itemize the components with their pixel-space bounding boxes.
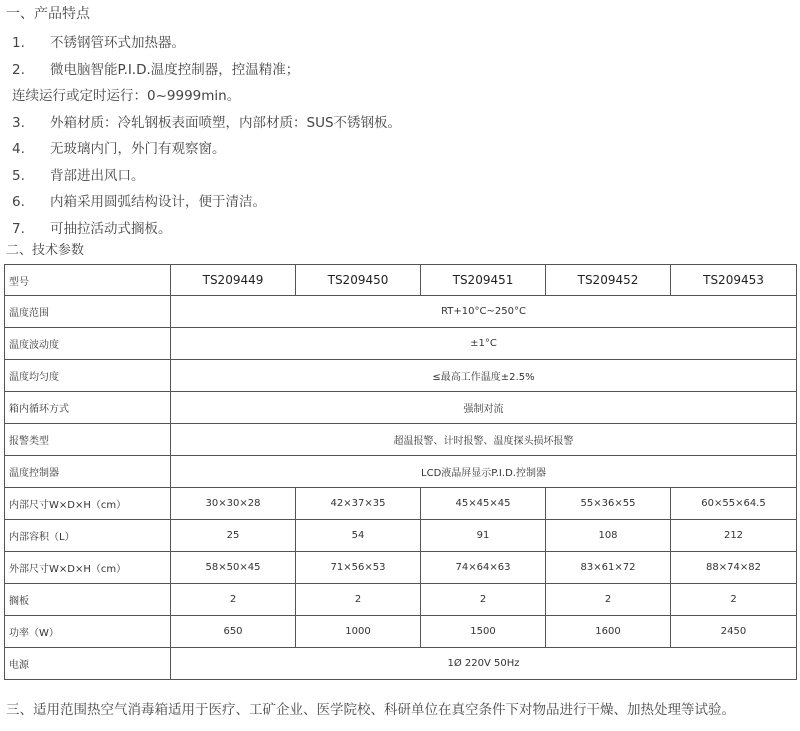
- cell-value: 88×74×82: [671, 552, 797, 584]
- cell-value: 71×56×53: [296, 552, 421, 584]
- feature-text: 背部进出风口。: [50, 167, 145, 184]
- table-row: [5, 296, 797, 328]
- cell-value: 108: [546, 520, 671, 552]
- table-row: [5, 520, 797, 552]
- cell-value: 42×37×35: [296, 488, 421, 520]
- model-header-cell: TS209450: [296, 265, 421, 296]
- cell-value: 54: [296, 520, 421, 552]
- feature-number: 5.: [12, 167, 25, 184]
- cell-value: 1000: [296, 616, 421, 648]
- cell-value: 74×64×63: [421, 552, 546, 584]
- row-label: 内部容积（L）: [5, 520, 171, 552]
- row-value: 1Ø 220V 50Hz: [171, 648, 797, 680]
- cell-value: 2: [671, 584, 797, 616]
- cell-value: 2: [296, 584, 421, 616]
- table-row: [5, 648, 797, 680]
- cell-value: 2: [421, 584, 546, 616]
- usage-paragraph: 三、适用范围热空气消毒箱适用于医疗、工矿企业、医学院校、科研单位在真空条件下对物品进行干燥、加热处理等试验。: [6, 702, 735, 718]
- table-row: [5, 488, 797, 520]
- cell-value: 2: [171, 584, 296, 616]
- cell-value: 212: [671, 520, 797, 552]
- cell-value: 650: [171, 616, 296, 648]
- feature-item-continuation: [0, 83, 800, 110]
- row-value: LCD液晶屏显示P.I.D.控制器: [171, 456, 797, 488]
- feature-item: [0, 30, 800, 57]
- cell-value: 45×45×45: [421, 488, 546, 520]
- row-value: ≤最高工作温度±2.5%: [171, 360, 797, 392]
- feature-item: [0, 216, 800, 243]
- model-header-cell: TS209449: [171, 265, 296, 296]
- feature-item: [0, 189, 800, 216]
- row-value: ±1°C: [171, 328, 797, 360]
- table-row: [5, 456, 797, 488]
- features-heading: 一、产品特点: [6, 6, 90, 22]
- table-row: [5, 328, 797, 360]
- model-header-cell: TS209453: [671, 265, 797, 296]
- row-label: 温度范围: [5, 296, 171, 328]
- row-label: 温度控制器: [5, 456, 171, 488]
- cell-value: 30×30×28: [171, 488, 296, 520]
- row-value: 强制对流: [171, 392, 797, 424]
- specs-heading: 二、技术参数: [6, 243, 85, 258]
- row-label: 功率（W）: [5, 616, 171, 648]
- row-label: 报警类型: [5, 424, 171, 456]
- feature-number: 3.: [12, 114, 25, 131]
- row-label: 内部尺寸W×D×H（cm）: [5, 488, 171, 520]
- feature-text: 不锈钢管环式加热器。: [50, 35, 185, 51]
- cell-value: 2: [546, 584, 671, 616]
- row-label: 温度波动度: [5, 328, 171, 360]
- cell-value: 55×36×55: [546, 488, 671, 520]
- table-row: [5, 424, 797, 456]
- feature-number: 7.: [12, 220, 25, 237]
- row-label: 电源: [5, 648, 171, 680]
- table-header-row: [5, 265, 797, 296]
- cell-value: 1500: [421, 616, 546, 648]
- table-row: [5, 616, 797, 648]
- feature-text: 微电脑智能P.I.D.温度控制器，控温精准；: [50, 61, 300, 78]
- feature-text: 内箱采用圆弧结构设计，便于清洁。: [50, 194, 266, 210]
- spec-table: [4, 264, 797, 680]
- feature-text: 可抽拉活动式搁板。: [50, 220, 172, 237]
- cell-value: 25: [171, 520, 296, 552]
- cell-value: 2450: [671, 616, 797, 648]
- row-value: RT+10°C~250°C: [171, 296, 797, 328]
- feature-number: 2.: [12, 61, 25, 78]
- table-row: [5, 552, 797, 584]
- feature-number: 4.: [12, 141, 25, 157]
- feature-text: 连续运行或定时运行：0~9999min。: [12, 88, 241, 104]
- row-label: 温度均匀度: [5, 360, 171, 392]
- row-label: 搁板: [5, 584, 171, 616]
- header-label-cell: 型号: [5, 265, 171, 296]
- model-header-cell: TS209451: [421, 265, 546, 296]
- row-label: 箱内循环方式: [5, 392, 171, 424]
- model-header-cell: TS209452: [546, 265, 671, 296]
- cell-value: 1600: [546, 616, 671, 648]
- feature-number: 1.: [12, 35, 25, 51]
- feature-item: [0, 57, 800, 84]
- table-row: [5, 360, 797, 392]
- table-row: [5, 392, 797, 424]
- feature-item: [0, 136, 800, 163]
- row-label: 外部尺寸W×D×H（cm）: [5, 552, 171, 584]
- table-row: [5, 584, 797, 616]
- feature-text: 外箱材质：冷轧钢板表面喷塑，内部材质：SUS不锈钢板。: [50, 114, 402, 131]
- feature-item: [0, 110, 800, 137]
- cell-value: 83×61×72: [546, 552, 671, 584]
- feature-number: 6.: [12, 194, 25, 210]
- feature-text: 无玻璃内门，外门有观察窗。: [50, 141, 226, 157]
- cell-value: 58×50×45: [171, 552, 296, 584]
- feature-item: [0, 163, 800, 190]
- cell-value: 60×55×64.5: [671, 488, 797, 520]
- cell-value: 91: [421, 520, 546, 552]
- row-value: 超温报警、计时报警、温度探头损坏报警: [171, 424, 797, 456]
- features-list: [0, 30, 800, 242]
